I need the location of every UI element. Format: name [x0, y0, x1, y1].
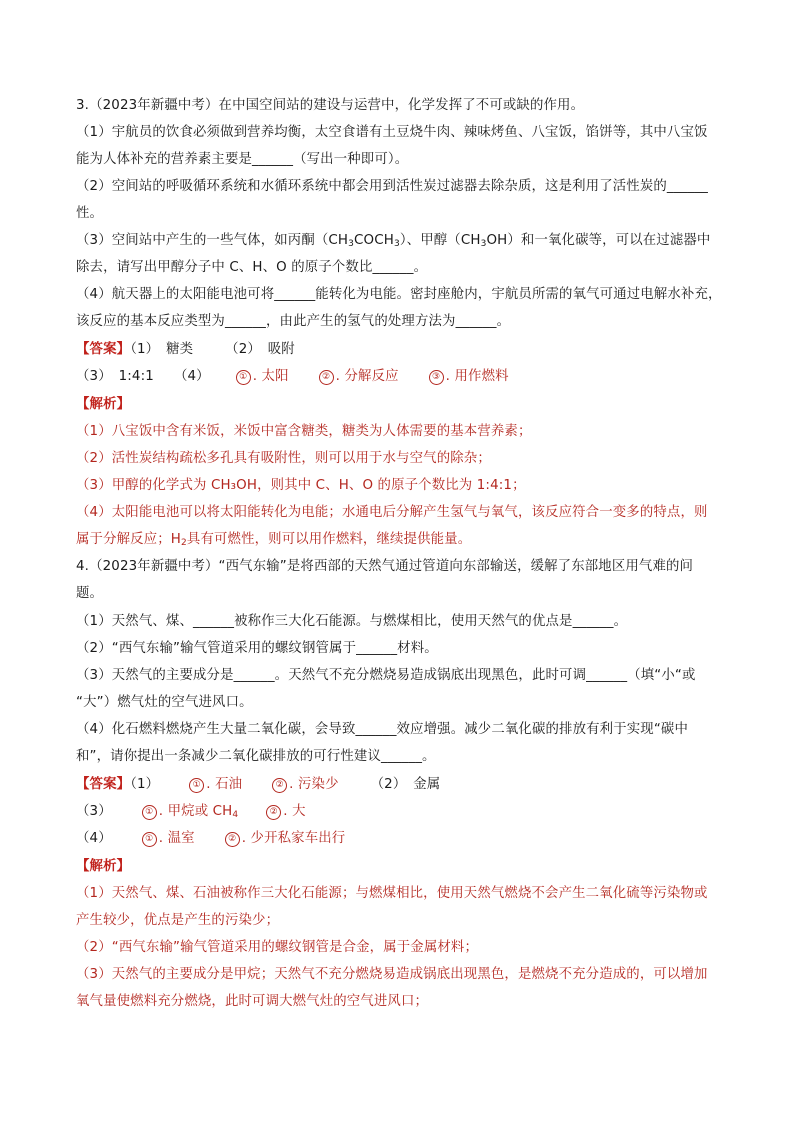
q4-analysis-label: 【解析】	[76, 859, 131, 874]
q4-explanation-3-line1: （3）天然气的主要成分是甲烷；天然气不充分燃烧易造成锅底出现黑色，是燃烧不充分造成的，可以增加	[76, 967, 708, 982]
q4-part2: （2）“西气东输”输气管道采用的螺纹钢管属于______材料。	[76, 641, 438, 656]
q3-explanation-3: （3）甲醇的化学式为 CH₃OH，则其中 C、H、O 的原子个数比为 1:4:1；	[76, 478, 526, 493]
circled-number-2: ②	[319, 370, 334, 385]
q4-explanation-1-line2: 产生较少，优点是产生的污染少；	[76, 913, 280, 928]
circled-number-2: ②	[272, 778, 287, 793]
circled-number-1: ①	[142, 805, 157, 820]
q3-analysis-label: 【解析】	[76, 397, 131, 412]
q4-part1: （1）天然气、煤、______被称作三大化石能源。与燃煤相比，使用天然气的优点是______。	[76, 614, 628, 629]
circled-number-1: ①	[142, 832, 157, 847]
circled-number-2: ②	[266, 805, 281, 820]
answer-label: 【答案】	[76, 777, 131, 792]
q3-part3-line2: 除去，请写出甲醇分子中 C、H、O 的原子个数比______。	[76, 260, 428, 275]
q3-explanation-4-line2: 属于分解反应；$H_2$具有可燃性，则可以用作燃料，继续提供能量。	[76, 532, 472, 548]
q4-part4-line1: （4）化石燃料燃烧产生大量二氧化碳，会导致______效应增强。减少二氧化碳的排放有利于实现“碳中	[76, 722, 688, 737]
q4-part4-line2: 和”，请你提出一条减少二氧化碳排放的可行性建议______。	[76, 749, 436, 764]
answer-label: 【答案】	[76, 342, 131, 357]
q4-stem-line2: 题。	[76, 586, 104, 601]
q3-answer-line1: 【答案】（1） 糖类 （2） 吸附	[76, 342, 295, 357]
q3-part2-line2: 性。	[76, 206, 104, 221]
circled-number-1: ①	[236, 370, 251, 385]
q3-answer-line2: （3） 1:4:1 （4） ① . 太阳 ② . 分解反应 ③ . 用作燃料	[76, 369, 509, 384]
q4-answer-line3: （4） ① . 温室 ② . 少开私家车出行	[76, 831, 346, 846]
q4-stem-line1: 4.（2023年新疆中考）“西气东输”是将西部的天然气通过管道向东部输送，缓解了东部地区用气难的问	[76, 559, 694, 574]
q4-answer-line1: 【答案】（1） ① . 石油 ② . 污染少 （2） 金属	[76, 777, 441, 792]
q3-explanation-4-line1: （4）太阳能电池可以将太阳能转化为电能；水通电后分解产生氢气与氧气，该反应符合一变多的特点，则	[76, 505, 708, 520]
q3-explanation-1: （1）八宝饭中含有米饭，米饭中富含糖类，糖类为人体需要的基本营养素；	[76, 424, 532, 439]
q3-stem: 3.（2023年新疆中考）在中国空间站的建设与运营中，化学发挥了不可或缺的作用。	[76, 98, 585, 113]
q4-explanation-2: （2）“西气东输”输气管道采用的螺纹钢管是合金，属于金属材料；	[76, 940, 478, 955]
q3-part4-line2: 该反应的基本反应类型为______，由此产生的氢气的处理方法为______。	[76, 314, 511, 329]
q3-part3-line1: （3）空间站中产生的一些气体，如丙酮$(CH_3COCH_3)$、甲醇$(CH_3OH)$和一氧化碳等，可以在过滤器中	[76, 233, 711, 249]
q4-explanation-1-line1: （1）天然气、煤、石油被称作三大化石能源；与燃煤相比，使用天然气燃烧不会产生二氧化硫等污染物或	[76, 886, 708, 901]
q3-part1-line2: 能为人体补充的营养素主要是______（写出一种即可）。	[76, 152, 409, 167]
q4-part3-line2: “大”）燃气灶的空气进风口。	[76, 695, 253, 710]
circled-number-1: ①	[189, 778, 204, 793]
circled-number-3: ③	[429, 370, 444, 385]
q4-part3-line1: （3）天然气的主要成分是______。天然气不充分燃烧易造成锅底出现黑色，此时可调______（填“小“或	[76, 668, 696, 683]
q3-part4-line1: （4）航天器上的太阳能电池可将______能转化为电能。密封座舱内，宇航员所需的氧气可通过电解水补充，	[76, 287, 722, 302]
q3-explanation-2: （2）活性炭结构疏松多孔具有吸附性，则可以用于水与空气的除杂；	[76, 451, 491, 466]
q3-part1-line1: （1）宇航员的饮食必须做到营养均衡，太空食谱有土豆烧牛肉、辣味烤鱼、八宝饭，馅饼等，其中八宝饭	[76, 125, 708, 140]
q4-answer-line2: （3） ① . 甲烷或 $CH_4$ ② . 大	[76, 804, 306, 820]
circled-number-2: ②	[225, 832, 240, 847]
q3-part2-line1: （2）空间站的呼吸循环系统和水循环系统中都会用到活性炭过滤器去除杂质，这是利用了活性炭的______	[76, 179, 708, 194]
q4-explanation-3-line2: 氧气量使燃料充分燃烧，此时可调大燃气灶的空气进风口；	[76, 994, 429, 1009]
